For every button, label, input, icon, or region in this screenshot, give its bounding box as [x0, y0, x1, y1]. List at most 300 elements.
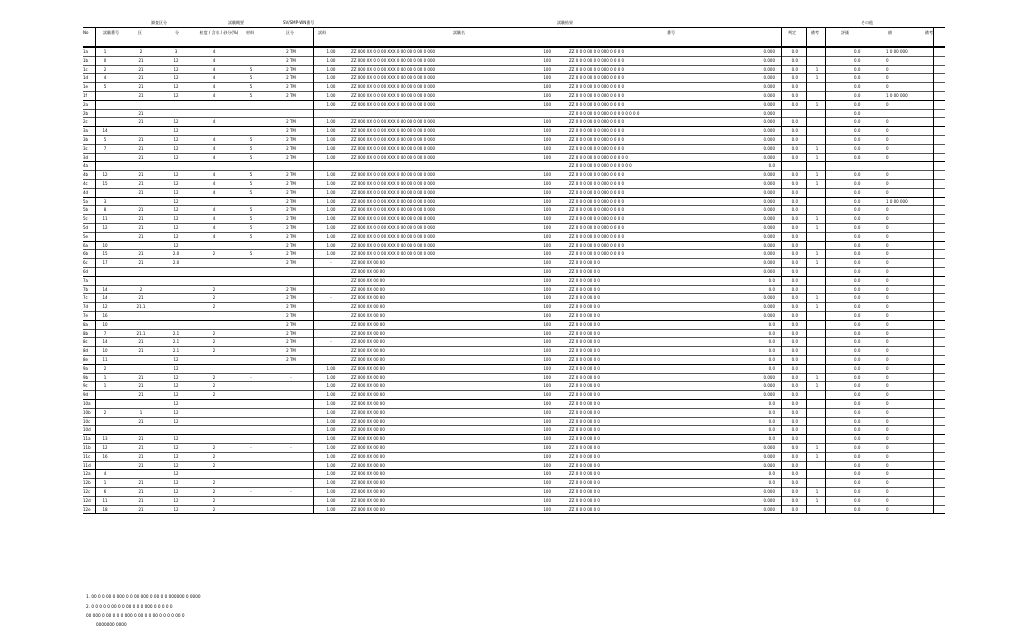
cell-n: 0.0: [854, 269, 861, 274]
cell-h: ZZ 000 XX 00 00: [351, 462, 385, 468]
cell-n: 0.0: [854, 251, 861, 257]
row-divider: [83, 373, 945, 374]
cell-o: 0: [886, 489, 889, 494]
cell-d: 4: [212, 145, 216, 151]
table-row: [83, 443, 945, 452]
cell-i: 100: [543, 453, 551, 459]
cell-o: 0: [886, 374, 889, 380]
cell-n: 0.0: [854, 339, 861, 345]
table-row: [83, 249, 945, 258]
row-divider: [83, 311, 945, 312]
cell-n: 0.0: [854, 181, 861, 186]
cell-no: 6a: [83, 242, 88, 248]
cell-o: 0: [886, 101, 889, 107]
cell-h: ZZ 000 XX 0 0 00 XXX 0 00 00 0 00 0 000: [351, 119, 436, 125]
cell-h: ZZ 000 XX 00 00: [351, 374, 385, 380]
cell-f: 2 TM: [286, 172, 296, 178]
row-divider: [83, 73, 945, 74]
cell-k: 0.0: [768, 365, 775, 371]
cell-j: ZZ 0 0 0 00 0 0: [569, 277, 600, 283]
cell-f: 2 TM: [286, 216, 296, 222]
cell-d: 4: [212, 172, 216, 178]
cell-m: 1: [815, 383, 819, 389]
cell-k: 0.000: [763, 489, 775, 494]
cell-b: 21: [138, 57, 144, 63]
cell-no: 5e: [83, 233, 89, 239]
cell-o: 0: [886, 295, 889, 301]
cell-o: 0: [886, 128, 889, 134]
row-divider: [83, 65, 945, 66]
cell-c: 12: [173, 497, 179, 503]
cell-g: 1.00: [326, 84, 336, 90]
row-divider: [83, 425, 945, 426]
cell-a: 14: [102, 339, 108, 345]
table-row: [83, 505, 945, 514]
table-row: [83, 205, 945, 214]
cell-h: ZZ 000 XX 00 00: [351, 453, 385, 459]
row-divider: [83, 443, 945, 444]
table-row: [83, 170, 945, 179]
cell-l: 0.0: [791, 269, 798, 274]
cell-i: 100: [543, 128, 551, 134]
cell-l: 0.0: [791, 453, 798, 459]
cell-e: 5: [249, 225, 253, 230]
cell-o: 0: [886, 75, 889, 81]
cell-o: 0: [886, 189, 889, 195]
cell-k: 0.0: [768, 480, 775, 486]
cell-n: 0.0: [854, 154, 861, 160]
cell-a: 10: [102, 321, 108, 327]
cell-h: ZZ 000 XX 00 00: [351, 409, 385, 415]
cell-l: 0.0: [791, 286, 798, 292]
group-header-other: その他: [861, 20, 873, 25]
cell-n: 0.0: [854, 172, 861, 178]
cell-i: 100: [543, 119, 551, 125]
table-row: [83, 461, 945, 470]
table-row: [83, 56, 945, 65]
cell-d: 2: [212, 339, 216, 345]
cell-a: 5: [103, 84, 107, 90]
cell-k: 0.000: [763, 154, 775, 160]
cell-n: 0.0: [854, 471, 861, 477]
cell-c: 12: [173, 453, 179, 459]
col-header-eval: 評価: [841, 30, 849, 35]
col-header-judge: 判定: [788, 30, 796, 35]
cell-o: 0: [886, 225, 889, 230]
cell-h: ZZ 000 XX 0 0 00 XXX 0 00 00 0 00 0 000: [351, 49, 436, 54]
cell-g: 1.00: [326, 480, 336, 486]
table-row: [83, 399, 945, 408]
cell-no: 4a: [83, 163, 88, 169]
cell-i: 100: [543, 75, 551, 81]
cell-d: 2: [212, 286, 216, 292]
cell-no: 4d: [83, 189, 89, 195]
cell-k: 0.0: [768, 348, 775, 354]
cell-f: 2 TM: [286, 357, 296, 362]
cell-e: 5: [249, 75, 253, 81]
cell-g: 1.00: [326, 198, 336, 204]
row-divider: [83, 258, 945, 259]
cell-o: 0: [886, 445, 889, 450]
table-row: [83, 179, 945, 188]
cell-h: ZZ 000 XX 00 00: [351, 304, 385, 310]
cell-d: 2: [212, 392, 216, 398]
col-header-value: 値: [888, 30, 892, 35]
table-row: [83, 161, 945, 170]
cell-d: 4: [212, 93, 216, 98]
cell-n: 0.0: [854, 392, 861, 398]
cell-e: 5: [249, 66, 253, 72]
row-divider: [83, 285, 945, 286]
cell-m: 1: [815, 216, 819, 222]
cell-i: 100: [543, 181, 551, 186]
cell-i: 100: [543, 436, 551, 442]
cell-h: ZZ 000 XX 00 00: [351, 357, 385, 362]
cell-a: 8: [103, 207, 107, 213]
cell-g: 1.00: [326, 242, 336, 248]
cell-m: 1: [815, 66, 819, 72]
cell-c: 12: [173, 418, 179, 424]
cell-no: 5a: [83, 198, 88, 204]
row-divider: [83, 452, 945, 453]
row-divider: [83, 170, 945, 171]
cell-l: 0.0: [791, 392, 798, 398]
cell-m: 1: [815, 497, 819, 503]
cell-f: 2 TM: [286, 251, 296, 257]
cell-d: 4: [212, 84, 216, 90]
cell-no: 11d: [83, 462, 91, 468]
table-row: [83, 478, 945, 487]
cell-g: 1.00: [326, 137, 336, 142]
table-row: [83, 65, 945, 74]
cell-c: 12: [173, 75, 179, 81]
cell-i: 100: [543, 445, 551, 450]
table-row: [83, 258, 945, 267]
cell-n: 0.0: [854, 277, 861, 283]
cell-j: ZZ 0 0 0 00 0 0 000 0 0 0 0: [569, 233, 625, 239]
cell-b: 21: [138, 172, 144, 178]
column-divider: [95, 27, 96, 513]
cell-i: 100: [543, 392, 551, 398]
cell-l: 0.0: [791, 154, 798, 160]
cell-o: 1 0 00 000: [886, 198, 908, 204]
cell-no: 10c: [83, 418, 91, 424]
cell-f: 2 TM: [286, 260, 296, 266]
cell-j: ZZ 0 0 0 00 0 0 000 0 0 0 0: [569, 216, 625, 222]
cell-c: 12: [173, 365, 179, 371]
cell-i: 100: [543, 154, 551, 160]
col-header-test-id: 試験番号: [103, 30, 119, 35]
cell-c: 12: [173, 207, 179, 213]
cell-k: 0.0: [768, 471, 775, 477]
cell-o: 0: [886, 145, 889, 151]
cell-c: 12: [173, 506, 179, 512]
cell-i: 100: [543, 66, 551, 72]
cell-i: 100: [543, 418, 551, 424]
cell-l: 0.0: [791, 84, 798, 90]
cell-n: 0.0: [854, 128, 861, 134]
cell-no: 1b: [83, 57, 89, 63]
cell-g: 1.00: [326, 445, 336, 450]
cell-g: -: [330, 260, 332, 266]
cell-m: 1: [815, 445, 819, 450]
cell-g: 1.00: [326, 401, 336, 406]
cell-b: 21: [138, 506, 144, 512]
cell-k: 0.000: [763, 84, 775, 90]
cell-k: 0.000: [763, 497, 775, 503]
table-row: [83, 346, 945, 355]
cell-no: 12d: [83, 497, 91, 503]
group-header-overview: 試験概要: [228, 20, 244, 25]
cell-o: 0: [886, 339, 889, 345]
cell-h: ZZ 000 XX 0 0 00 XXX 0 00 00 0 00 0 000: [351, 189, 436, 195]
cell-n: 0.0: [854, 304, 861, 310]
cell-k: 0.000: [763, 57, 775, 63]
cell-h: ZZ 000 XX 0 0 00 XXX 0 00 00 0 00 0 000: [351, 172, 436, 178]
cell-j: ZZ 0 0 0 00 0 0: [569, 445, 600, 450]
cell-c: 12: [173, 383, 179, 389]
column-divider: [933, 27, 934, 513]
table-row: [83, 452, 945, 461]
cell-c: 12: [173, 489, 179, 494]
cell-h: ZZ 000 XX 0 0 00 XXX 0 00 00 0 00 0 000: [351, 66, 436, 72]
table-row: [83, 293, 945, 302]
cell-l: 0.0: [791, 128, 798, 134]
cell-o: 0: [886, 383, 889, 389]
cell-d: 2: [212, 497, 216, 503]
table-row: [83, 232, 945, 241]
row-divider: [83, 109, 945, 110]
cell-n: 0.0: [854, 374, 861, 380]
cell-j: ZZ 0 0 0 00 0 0 000 0 0 0 0: [569, 172, 625, 178]
cell-o: 0: [886, 321, 889, 327]
col-header-ward: 区: [138, 30, 142, 35]
cell-c: 12: [173, 57, 179, 63]
cell-j: ZZ 0 0 0 00 0 0: [569, 269, 600, 274]
cell-h: ZZ 000 XX 0 0 00 XXX 0 00 00 0 00 0 000: [351, 225, 436, 230]
cell-l: 0.0: [791, 365, 798, 371]
cell-g: -: [330, 295, 332, 301]
cell-b: 21: [138, 137, 144, 142]
cell-g: 1.00: [326, 154, 336, 160]
cell-i: 100: [543, 216, 551, 222]
cell-e: 5: [249, 154, 253, 160]
cell-f: 2 TM: [286, 57, 296, 63]
cell-l: 0.0: [791, 207, 798, 213]
cell-d: 4: [212, 119, 216, 125]
cell-f: 2 TM: [286, 313, 296, 318]
cell-j: ZZ 0 0 0 00 0 0: [569, 480, 600, 486]
cell-d: 2: [212, 453, 216, 459]
cell-f: 2 TM: [286, 198, 296, 204]
cell-n: 0.0: [854, 93, 861, 98]
cell-n: 0.0: [854, 313, 861, 318]
cell-no: 1c: [83, 66, 88, 72]
cell-h: ZZ 000 XX 0 0 00 XXX 0 00 00 0 00 0 000: [351, 75, 436, 81]
col-header-class: 区分: [286, 30, 294, 35]
cell-c: 12: [173, 233, 179, 239]
cell-l: 0.0: [791, 189, 798, 195]
cell-h: ZZ 000 XX 0 0 00 XXX 0 00 00 0 00 0 000: [351, 251, 436, 257]
cell-j: ZZ 0 0 0 00 0 0 000 0 0 0 0: [569, 84, 625, 90]
cell-k: 0.000: [763, 233, 775, 239]
table-row: [83, 311, 945, 320]
cell-h: ZZ 000 XX 0 0 00 XXX 0 00 00 0 00 0 000: [351, 242, 436, 248]
cell-j: ZZ 0 0 0 00 0 0 000 0 0 0 0 0 0 0 0: [569, 110, 640, 116]
cell-g: 1.00: [326, 233, 336, 239]
table-row: [83, 144, 945, 153]
cell-c: 12: [173, 242, 179, 248]
cell-l: 0.0: [791, 471, 798, 477]
cell-n: 0.0: [854, 242, 861, 248]
row-divider: [83, 100, 945, 101]
cell-h: ZZ 000 XX 00 00: [351, 383, 385, 389]
cell-j: ZZ 0 0 0 00 0 0 000 0 0 0 0: [569, 225, 625, 230]
col-header-remarks: 備考: [925, 30, 933, 35]
cell-g: 1.00: [326, 101, 336, 107]
cell-i: 100: [543, 409, 551, 415]
cell-a: 10: [102, 242, 108, 248]
cell-b: 2: [139, 286, 143, 292]
table-row: [83, 329, 945, 338]
cell-o: 0: [886, 348, 889, 354]
cell-j: ZZ 0 0 0 00 0 0: [569, 409, 600, 415]
cell-o: 0: [886, 251, 889, 257]
column-divider: [313, 27, 314, 513]
cell-i: 100: [543, 57, 551, 63]
cell-o: 0: [886, 277, 889, 283]
header-rule-top: [83, 27, 945, 28]
footnote-3: 00 000 0 00 0 0 0 000 0 00 0 0 00 0 0 0 0 00 0: [86, 613, 185, 618]
cell-n: 0.0: [854, 401, 861, 406]
cell-a: 7: [103, 145, 107, 151]
cell-g: 1.00: [326, 225, 336, 230]
cell-j: ZZ 0 0 0 00 0 0 000 0 0 0 0: [569, 207, 625, 213]
cell-j: ZZ 0 0 0 00 0 0 000 0 0 0 0: [569, 49, 625, 54]
cell-n: 0.0: [854, 101, 861, 107]
cell-f: 2 TM: [286, 93, 296, 98]
cell-i: 100: [543, 198, 551, 204]
cell-d: 4: [212, 57, 216, 63]
cell-o: 0: [886, 357, 889, 362]
group-header-results: 試験結果: [557, 20, 573, 25]
cell-h: ZZ 000 XX 00 00: [351, 471, 385, 477]
cell-j: ZZ 0 0 0 00 0 0: [569, 348, 600, 354]
cell-d: 2: [212, 480, 216, 486]
cell-h: ZZ 000 XX 00 00: [351, 489, 385, 494]
cell-a: 1: [103, 480, 107, 486]
cell-l: 0.0: [791, 304, 798, 310]
cell-j: ZZ 0 0 0 00 0 0: [569, 401, 600, 406]
cell-c: 12: [173, 154, 179, 160]
table-row: [83, 73, 945, 82]
cell-b: 21: [138, 207, 144, 213]
cell-l: 0.0: [791, 251, 798, 257]
cell-g: 1.00: [326, 418, 336, 424]
cell-k: 0.000: [763, 260, 775, 266]
cell-f: 2 TM: [286, 75, 296, 81]
cell-n: 0.0: [854, 233, 861, 239]
cell-o: 0: [886, 260, 889, 266]
cell-o: 0: [886, 471, 889, 477]
cell-d: 4: [212, 207, 216, 213]
cell-no: 4c: [83, 181, 88, 186]
cell-i: 100: [543, 172, 551, 178]
cell-l: 0.0: [791, 489, 798, 494]
cell-l: 0.0: [791, 198, 798, 204]
row-divider: [83, 381, 945, 382]
cell-e: -: [250, 445, 252, 450]
cell-j: ZZ 0 0 0 00 0 0: [569, 383, 600, 389]
cell-n: 0.0: [854, 445, 861, 450]
table-row: [83, 241, 945, 250]
cell-c: 12: [173, 181, 179, 186]
cell-k: 0.000: [763, 137, 775, 142]
cell-c: 12: [173, 462, 179, 468]
cell-a: 1: [103, 374, 107, 380]
cell-k: 0.000: [763, 110, 775, 116]
cell-i: 100: [543, 506, 551, 512]
cell-m: 1: [815, 489, 819, 494]
cell-g: 1.00: [326, 119, 336, 125]
cell-j: ZZ 0 0 0 00 0 0: [569, 489, 600, 494]
cell-h: ZZ 000 XX 00 00: [351, 260, 385, 266]
cell-no: 5b: [83, 207, 89, 213]
cell-c: 12: [173, 84, 179, 90]
cell-h: ZZ 000 XX 00 00: [351, 365, 385, 371]
cell-h: ZZ 000 XX 0 0 00 XXX 0 00 00 0 00 0 000: [351, 207, 436, 213]
cell-n: 0.0: [854, 453, 861, 459]
cell-g: 1.00: [326, 145, 336, 151]
cell-i: 100: [543, 497, 551, 503]
cell-n: 0.0: [854, 119, 861, 125]
cell-a: 14: [102, 128, 108, 134]
cell-o: 0: [886, 330, 889, 336]
cell-n: 0.0: [854, 497, 861, 503]
cell-b: 21: [138, 145, 144, 151]
cell-h: ZZ 000 XX 00 00: [351, 445, 385, 450]
cell-n: 0.0: [854, 216, 861, 222]
row-divider: [83, 188, 945, 189]
cell-a: 12: [102, 172, 108, 178]
cell-a: 15: [102, 251, 108, 257]
cell-j: ZZ 0 0 0 00 0 0 000 0 0 0 0 0: [569, 154, 628, 160]
cell-no: 8d: [83, 348, 89, 354]
cell-k: 0.0: [768, 357, 775, 362]
cell-j: ZZ 0 0 0 00 0 0: [569, 427, 600, 433]
group-header-sample-id: SV/SMP·WN番号: [283, 20, 315, 25]
row-divider: [83, 276, 945, 277]
cell-e: 5: [249, 189, 253, 195]
cell-a: 12: [102, 304, 108, 310]
cell-j: ZZ 0 0 0 00 0 0 000 0 0 0 0: [569, 189, 625, 195]
cell-i: 100: [543, 374, 551, 380]
cell-c: 3: [174, 49, 178, 54]
cell-o: 0: [886, 84, 889, 90]
row-divider: [83, 82, 945, 83]
cell-k: 0.000: [763, 445, 775, 450]
cell-i: 100: [543, 189, 551, 195]
cell-l: 0.0: [791, 75, 798, 81]
cell-l: 0.0: [791, 225, 798, 230]
cell-no: 2c: [83, 119, 88, 125]
cell-n: 0.0: [854, 295, 861, 301]
cell-f: 2 TM: [286, 286, 296, 292]
cell-k: 0.000: [763, 75, 775, 81]
table-row: [83, 434, 945, 443]
cell-j: ZZ 0 0 0 00 0 0: [569, 436, 600, 442]
cell-a: 11: [102, 216, 108, 222]
